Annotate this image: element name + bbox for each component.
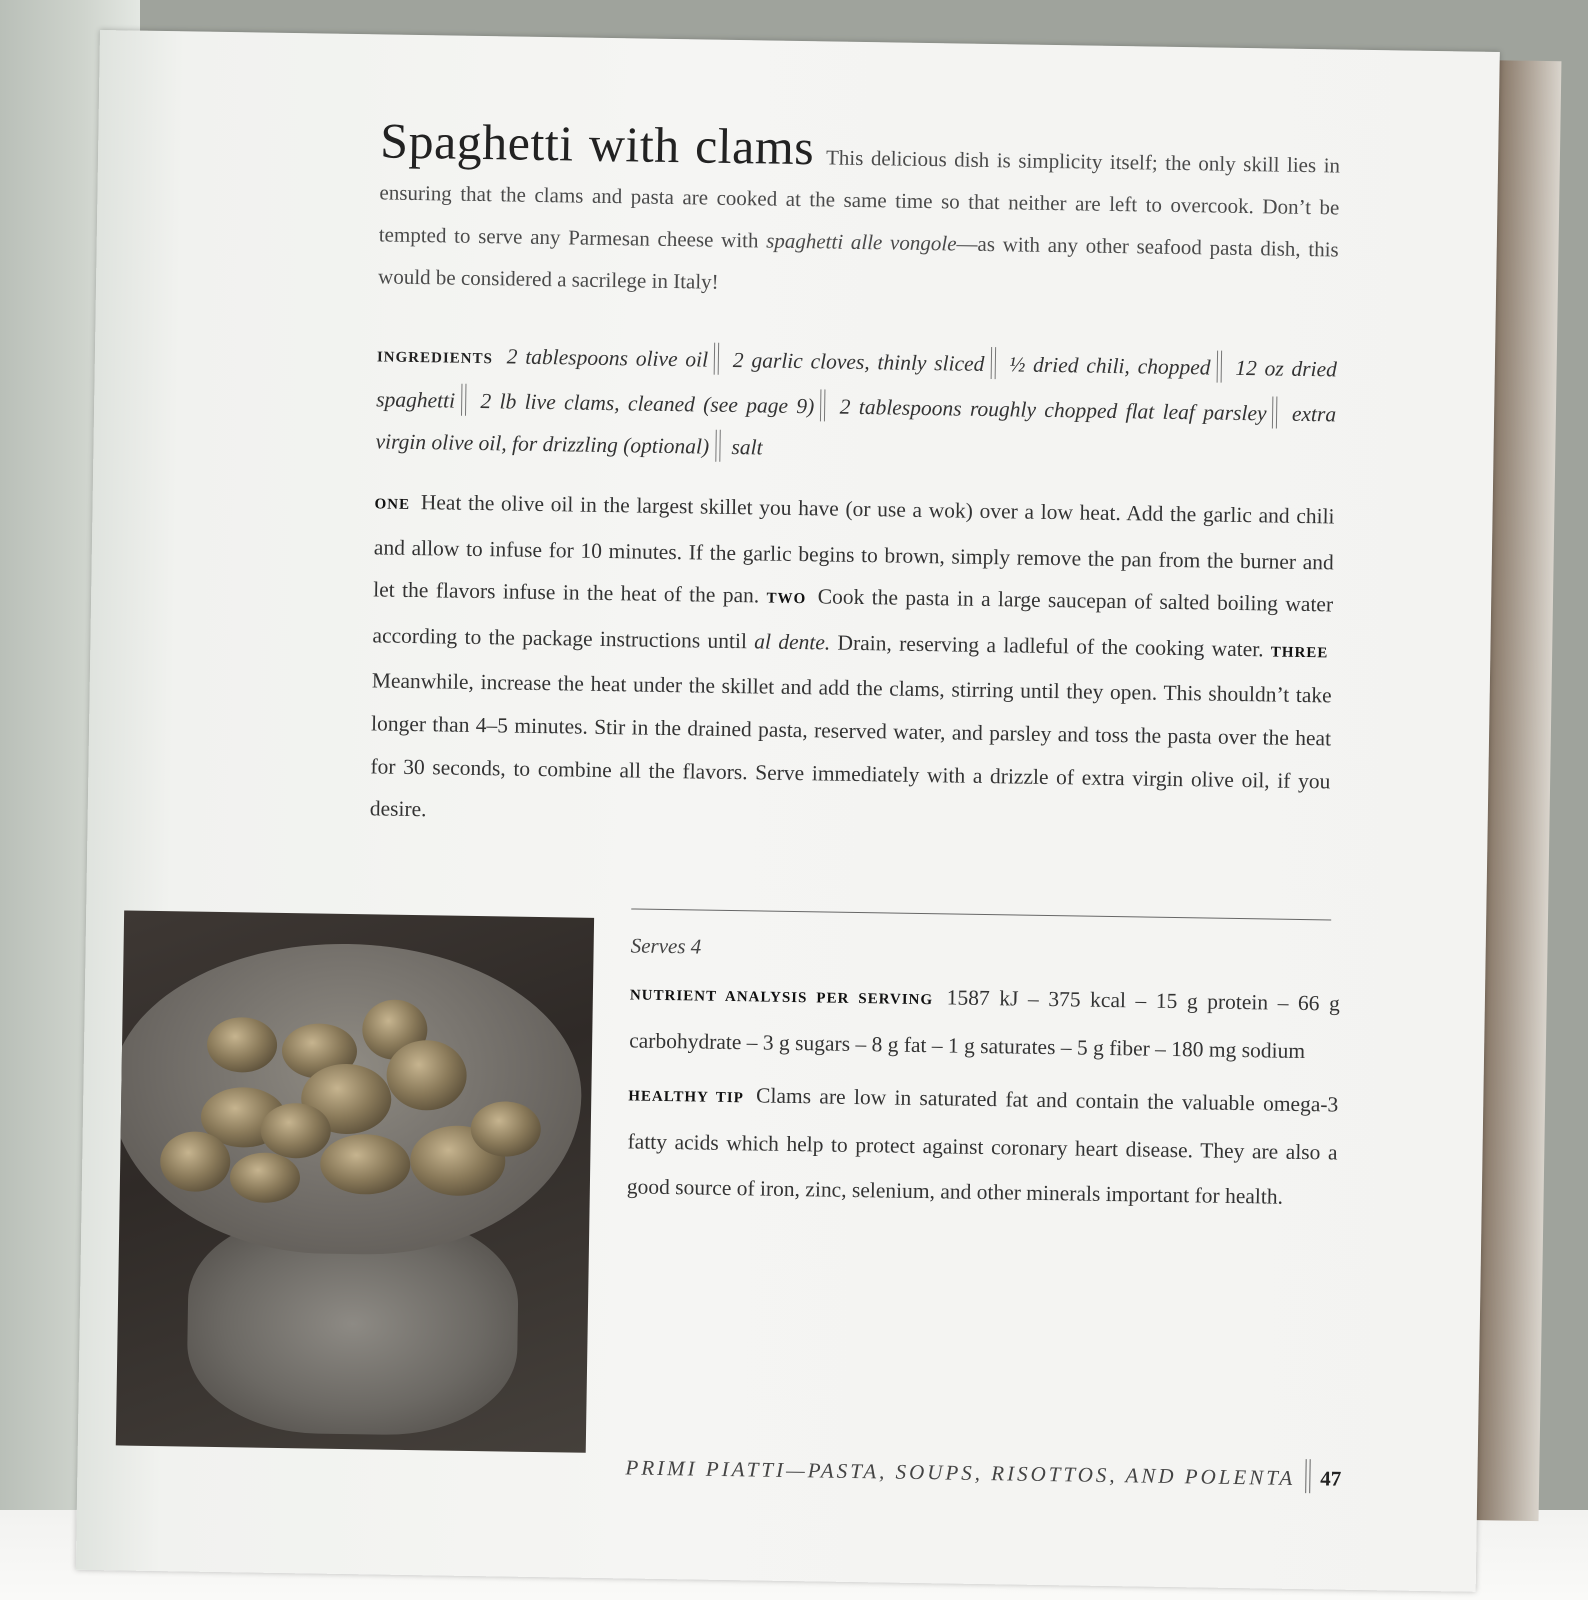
healthy-tip-label: HEALTHY TIP [628,1088,744,1107]
nutrient-label: NUTRIENT ANALYSIS PER SERVING [629,987,934,1009]
ingredient-item: ½ dried chili, chopped [1009,352,1211,380]
clam [320,1134,411,1195]
clams-photo [116,910,594,1452]
nutrient-values: 1587 kJ – 375 kcal – 15 g protein – 66 g carbohydrate – 3 g sugars – 8 g fat – 1 g saturates – 5 g fiber – 180 mg sodium [629,985,1341,1064]
step-one-text: Heat the olive oil in the largest skillet you have (or use a wok) over a low heat. Add the garlic and chili and allow to infuse for 10 minutes. If the garlic begins to brown, simply remove the pan from the burner and let the flavors infuse in the heat of the pan. [373,490,1335,608]
nutrition-sidebar [627,933,1341,1220]
step-three-text: Meanwhile, increase the heat under the skillet and add the clams, stirring until they open. This shouldn’t take longer than 4–5 minutes. Stir in the drained pasta, reserved water, and parsley and toss the pasta over the heat for 30 seconds, to combine all the flavors. Serve immediately with a drizzle of extra virgin olive oil, if you desire. [369,668,1332,822]
healthy-tip [627,1071,1339,1220]
ingredient-item: 12 oz dried spaghetti [376,355,1338,413]
ingredient-item: salt [731,434,763,460]
intro-text: This delicious dish is simplicity itself; the only skill lies in ensuring that the clams and pasta are cooked at the same time so that neither are left to overcook. Don’t be tempted to serve any Parmesan cheese with spaghetti alle vongole—as with any other seafood pasta dish, this would be considered a sacrilege in Italy! [377,145,1341,294]
ingredient-item: extra virgin olive oil, for drizzling (optional) [375,401,1337,459]
step-three-label: THREE [1270,644,1329,662]
nutrient-analysis [629,970,1340,1074]
ingredient-item: 2 tablespoons olive oil [506,344,709,372]
method-text [369,480,1334,845]
step-two-label: TWO [766,590,807,608]
ingredients-label: INGREDIENTS [376,349,494,368]
step-one-label: ONE [374,496,411,513]
ingredient-separator [461,384,467,416]
page-number: 47 [1320,1466,1342,1491]
clam [230,1152,301,1203]
ingredient-separator [990,347,996,379]
step-two-text: Cook the pasta in a large saucepan of salted boiling water according to the package instructions until al dente. Drain, reserving a ladleful of the cooking water. [372,584,1334,662]
recipe-body [369,112,1341,845]
serves-count: Serves 4 [630,933,702,959]
ingredient-separator [1272,396,1278,428]
footer-separator [1305,1459,1311,1493]
ingredient-separator [1216,351,1222,383]
section-title: PRIMI PIATTI—PASTA, SOUPS, RISOTTOS, AND POLENTA [625,1455,1296,1490]
healthy-tip-text: Clams are low in saturated fat and contain the valuable omega-3 fatty acids which help to protect against coronary heart disease. They are also a good source of iron, zinc, selenium, and other minerals important for health. [626,1083,1339,1209]
ingredient-item: 2 lb live clams, cleaned (see page 9) [480,389,815,419]
ingredient-separator [820,389,826,421]
running-footer [625,1448,1346,1499]
book-page [76,30,1500,1592]
ingredient-separator [714,343,720,375]
section-divider [631,908,1331,920]
title-paragraph [377,112,1341,312]
ingredient-separator [715,430,721,462]
recipe-title: Spaghetti with clams [379,112,815,176]
ingredient-item: 2 tablespoons roughly chopped flat leaf parsley [839,394,1267,426]
ingredients-list [375,333,1337,477]
ingredient-item: 2 garlic cloves, thinly sliced [732,347,985,376]
